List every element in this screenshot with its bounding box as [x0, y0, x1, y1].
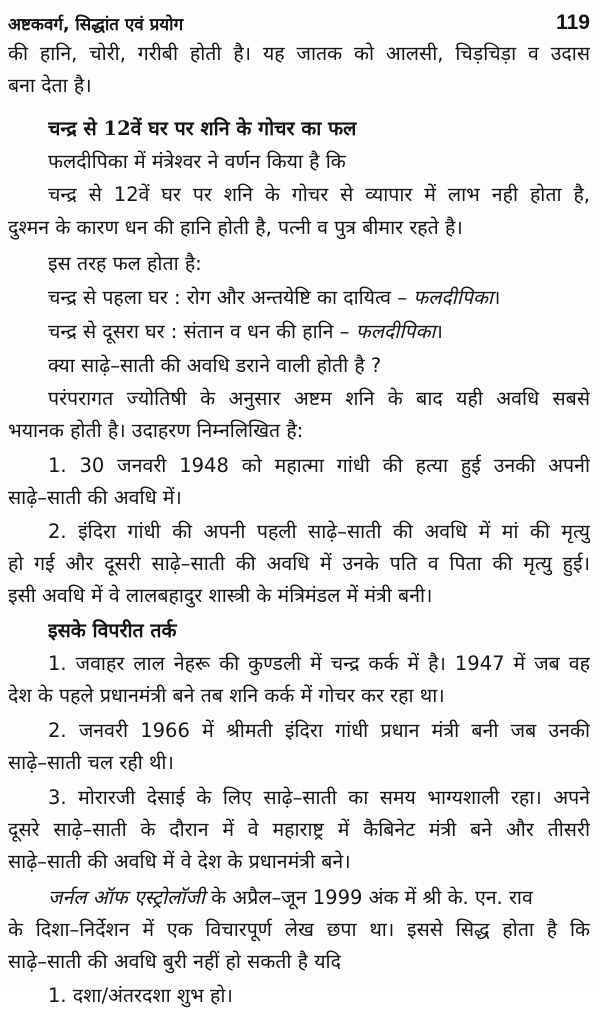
paragraph-9-line-2: के दिशा–निर्देशन में एक विचारपूर्ण लेख छपा था। इससे सिद्ध होता है कि: [8, 918, 590, 941]
example-1-line-1: 1. 30 जनवरी 1948 को महात्मा गांधी की हत्या हुई उनकी अपनी: [48, 454, 590, 477]
result-second-house: [48, 318, 590, 346]
counter-2-line-1: 2. जनवरी 1966 में श्रीमती इंदिरा गांधी प्रधान मंत्री बनी जब उनकी: [48, 719, 590, 742]
journal-title: जर्नल ऑफ एस्ट्रोलॉजी: [48, 886, 205, 909]
paragraph-9-line-3: साढ़े–साती की अवधि बुरी नहीं हो सकती है यदि: [8, 950, 341, 973]
running-title: अष्टकवर्ग, सिद्धांत एवं प्रयोग: [8, 14, 184, 35]
paragraph-1-line-1: की हानि, चोरी, गरीबी होती है। यह जातक को आलसी, चिड़चिड़ा व उदास: [8, 42, 590, 65]
result-second-house-text: चन्द्र से दूसरा घर : संतान व धन की हानि –: [48, 320, 356, 343]
danda: ।: [492, 286, 501, 309]
counter-1-line-2: देश के पहले प्रधानमंत्री बने तब शनि कर्क में गोचर कर रहा था।: [8, 684, 445, 707]
source-citation: फलदीपिका: [355, 320, 436, 343]
source-citation: फलदीपिका: [413, 286, 493, 309]
counter-3-line-2: दूसरे साढ़े–साती के दौरान में वे महाराष्ट्र में कैबिनेट मंत्री बने और तीसरी: [8, 818, 590, 841]
example-2-line-1: 2. इंदिरा गांधी की अपनी पहली साढ़े–साती की अवधि में मां की मृत्यु: [48, 520, 590, 543]
counter-1-line-1: 1. जवाहर लाल नेहरू की कुण्डली में चन्द्र कर्क में है। 1947 में जब वह: [48, 652, 590, 675]
result-first-house-text: चन्द्र से पहला घर : रोग और अन्तयेष्टि का दायित्व –: [48, 286, 414, 309]
page-number: 119: [556, 11, 590, 34]
condition-1: 1. दशा/अंतरदशा शुभ हो।: [48, 984, 233, 1007]
paragraph-3-line-1: चन्द्र से 12वें घर पर शनि के गोचर से व्यापार में लाभ नही होता है,: [48, 183, 590, 206]
paragraph-9-line-1-rest: के अप्रैल–जून 1999 अंक में श्री के. एन. राव: [204, 886, 533, 909]
counter-3-line-1: 3. मोरारजी देसाई के लिए साढ़े–साती का समय भाग्यशाली रहा। अपने: [48, 786, 590, 809]
paragraph-9-line-1: [48, 884, 590, 912]
question-sade-sati: क्या साढ़े–साती की अवधि डराने वाली होती है ?: [48, 354, 382, 377]
page-header: [8, 8, 590, 38]
result-first-house: [48, 284, 590, 312]
section-heading-moon-12th-house: चन्द्र से 12वें घर पर शनि के गोचर का फल: [48, 117, 357, 140]
example-2-line-2: हो गई और दूसरी साढ़े–साती की अवधि में उनके पति व पिता की मृत्यु हुई।: [8, 552, 590, 575]
danda: ।: [435, 320, 443, 343]
example-2-line-3: इसी अवधि में वे लालबहादुर शास्त्री के मंत्रिमंडल में मंत्री बनी।: [8, 584, 433, 607]
counter-3-line-3: साढ़े–साती की अवधि में वे देश के प्रधानमंत्री बने।: [8, 850, 351, 873]
paragraph-8-line-1: परंपरागत ज्योतिषी के अनुसार अष्टम शनि के बाद यही अवधि सबसे: [48, 387, 590, 410]
paragraph-phaladeepika-intro: फलदीपिका में मंत्रेश्वर ने वर्णन किया है कि: [48, 150, 346, 173]
section-heading-counter-arguments: इसके विपरीत तर्क: [48, 619, 177, 642]
example-1-line-2: साढ़े–साती की अवधि में।: [8, 486, 182, 509]
paragraph-8-line-2: भयानक होती है। उदाहरण निम्नलिखित है:: [8, 419, 304, 442]
paragraph-1-line-2: बना देता है।: [8, 74, 92, 97]
paragraph-3-line-2: दुश्मन के कारण धन की हानि होती है, पत्नी व पुत्र बीमार रहते है।: [8, 216, 463, 239]
counter-2-line-2: साढ़े–साती चल रही थी।: [8, 751, 174, 774]
paragraph-results-intro: इस तरह फल होता है:: [48, 252, 202, 275]
